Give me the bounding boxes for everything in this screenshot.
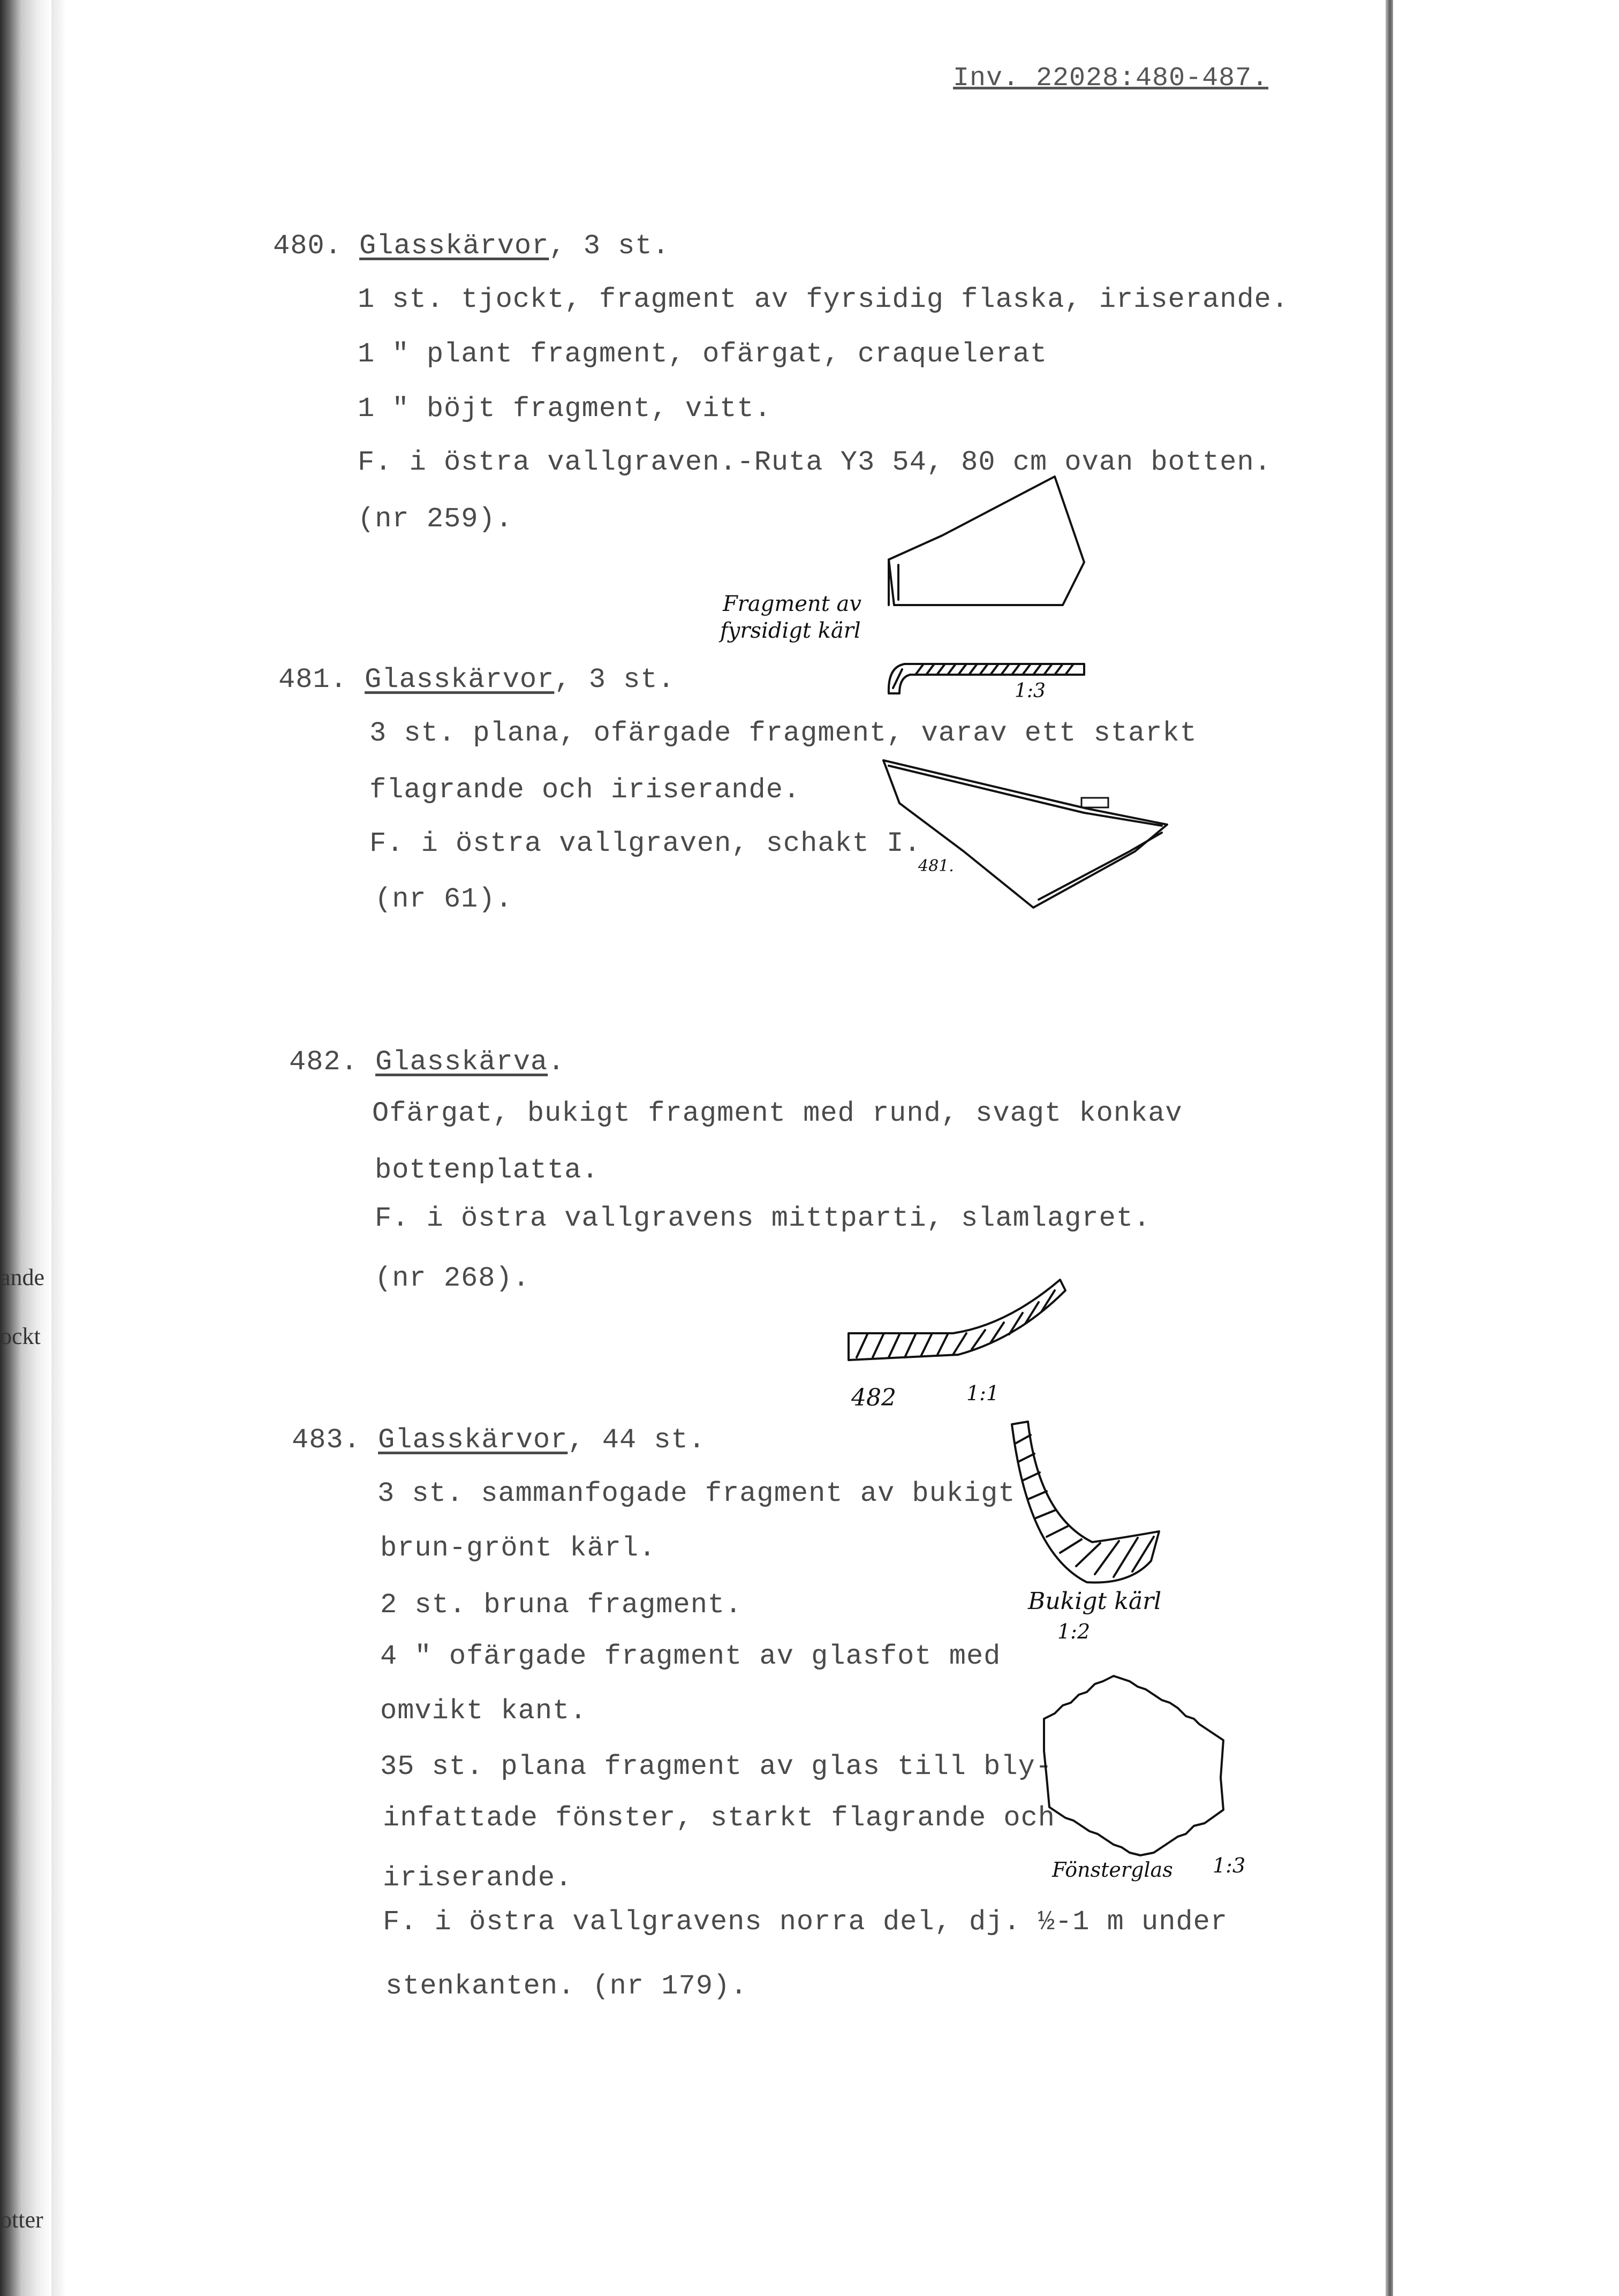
entry-count: , 3 st. bbox=[554, 664, 675, 696]
sketch-label: Bukigt kärl bbox=[1028, 1588, 1162, 1615]
entry-line: (nr 61). bbox=[375, 883, 513, 915]
entry-line: 3 st. sammanfogade fragment av bukigt bbox=[377, 1478, 1016, 1509]
sketch-label: fyrsidigt kärl bbox=[720, 618, 861, 643]
entry-line: stenkanten. (nr 179). bbox=[385, 1970, 748, 2002]
entry-title: Glasskärvor bbox=[365, 664, 555, 696]
entry-line: 4 " ofärgade fragment av glasfot med bbox=[380, 1641, 1001, 1672]
entry-line: infattade fönster, starkt flagrande och bbox=[383, 1802, 1055, 1834]
entry-line: 1 " plant fragment, ofärgat, craquelerat bbox=[358, 338, 1048, 370]
entry-line: F. i östra vallgravens mittparti, slamlagret. bbox=[375, 1203, 1151, 1234]
sketch-label: Fönsterglas bbox=[1052, 1858, 1173, 1882]
sketch-fragment-481 bbox=[878, 744, 1178, 916]
binding-shadow bbox=[0, 0, 51, 2296]
entry-line: F. i östra vallgraven.-Ruta Y3 54, 80 cm ovan botten. bbox=[358, 447, 1272, 478]
margin-fragment: otter bbox=[0, 2207, 43, 2233]
sketch-section-482 bbox=[846, 1274, 1071, 1381]
entry-title: Glasskärvor bbox=[378, 1424, 568, 1456]
entry-line: 1 " böjt fragment, vitt. bbox=[358, 393, 771, 425]
margin-fragment: ande bbox=[0, 1264, 45, 1290]
entry-heading bbox=[292, 1424, 706, 1456]
entry-line: (nr 259). bbox=[358, 503, 513, 535]
entry-heading bbox=[278, 664, 675, 696]
entry-line: F. i östra vallgravens norra del, dj. ½-1 m under bbox=[383, 1906, 1228, 1938]
entry-count: , 3 st. bbox=[549, 230, 670, 262]
entry-line: (nr 268). bbox=[375, 1263, 530, 1294]
entry-count: . bbox=[548, 1046, 565, 1078]
entry-line: 35 st. plana fragment av glas till bly- bbox=[380, 1751, 1053, 1783]
entry-number: 482. bbox=[289, 1046, 358, 1078]
entry-line: 1 st. tjockt, fragment av fyrsidig flaska, iriserande. bbox=[358, 284, 1289, 315]
sketch-scale: 1:2 bbox=[1057, 1620, 1091, 1643]
sketch-scale: 1:3 bbox=[1015, 680, 1046, 702]
inventory-number: Inv. 22028:480-487. bbox=[953, 63, 1269, 94]
entry-line: iriserande. bbox=[383, 1862, 573, 1894]
page-spine bbox=[51, 0, 66, 2296]
right-page-edge bbox=[1386, 0, 1393, 2296]
entry-line: F. i östra vallgraven, schakt I. bbox=[369, 828, 921, 859]
entry-title: Glasskärva bbox=[375, 1046, 548, 1078]
entry-line: 2 st. bruna fragment. bbox=[380, 1589, 743, 1621]
sketch-fragment-480 bbox=[878, 471, 1092, 621]
entry-title: Glasskärvor bbox=[359, 230, 549, 262]
sketch-fragment-483-vessel bbox=[1007, 1419, 1167, 1590]
sketch-label: Fragment av bbox=[723, 592, 861, 616]
entry-heading bbox=[273, 230, 670, 262]
sketch-label: 481. bbox=[918, 857, 954, 875]
sketch-scale: 1:3 bbox=[1213, 1854, 1246, 1877]
entry-line: 3 st. plana, ofärgade fragment, varav ett starkt bbox=[369, 718, 1197, 749]
sketch-fragment-483-window bbox=[1033, 1671, 1231, 1863]
entry-number: 480. bbox=[273, 230, 342, 262]
sketch-scale: 1:1 bbox=[966, 1381, 1000, 1405]
entry-line: omvikt kant. bbox=[380, 1695, 587, 1727]
entry-number: 481. bbox=[278, 664, 347, 696]
entry-line: flagrande och iriserande. bbox=[369, 774, 801, 806]
entry-number: 483. bbox=[292, 1424, 361, 1456]
sketch-section-480 bbox=[883, 656, 1087, 699]
entry-line: brun-grönt kärl. bbox=[380, 1532, 656, 1564]
margin-fragment: ockt bbox=[0, 1323, 41, 1349]
entry-count: , 44 st. bbox=[568, 1424, 706, 1456]
entry-line: Ofärgat, bukigt fragment med rund, svagt konkav bbox=[372, 1098, 1183, 1129]
entry-heading bbox=[289, 1046, 565, 1078]
sketch-label: 482 bbox=[851, 1384, 896, 1411]
entry-line: bottenplatta. bbox=[375, 1154, 599, 1186]
right-margin bbox=[1393, 0, 1619, 2296]
